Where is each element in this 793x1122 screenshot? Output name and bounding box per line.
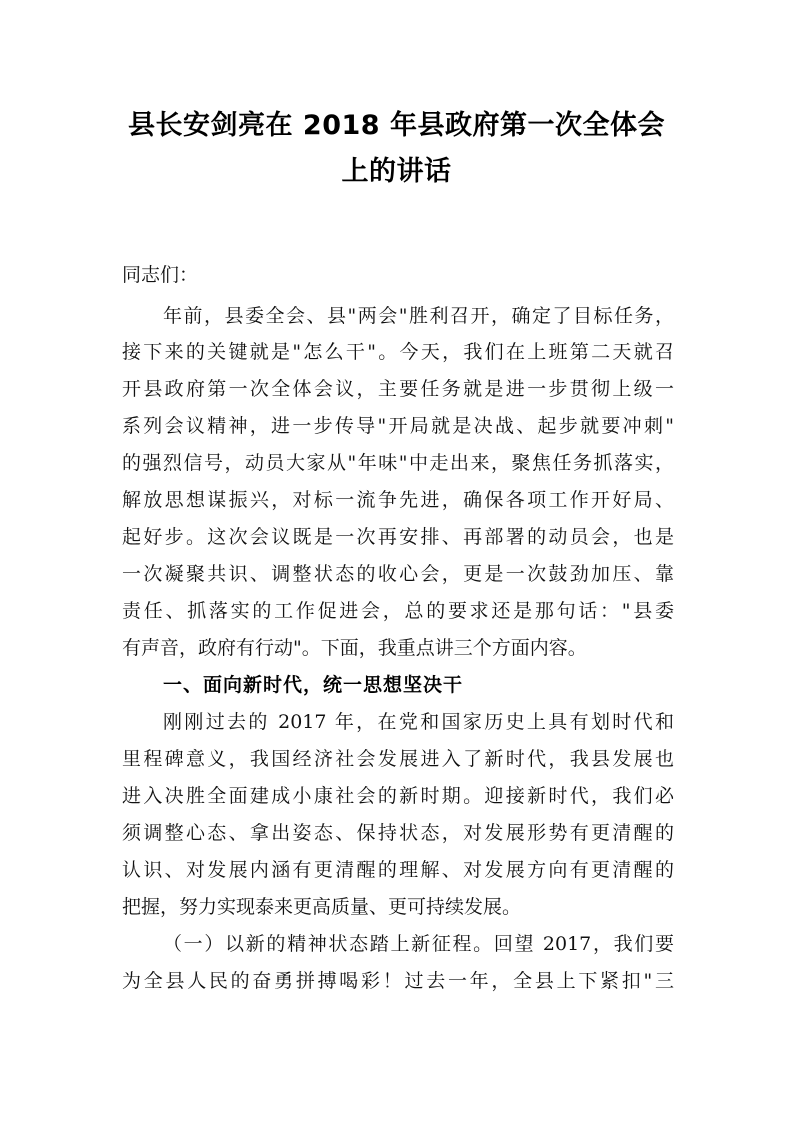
- document-title-line-2: 上的讲话: [341, 156, 452, 187]
- paragraph-1-line: 有声音，政府有行动"。下面，我重点讲三个方面内容。: [122, 637, 587, 659]
- paragraph-2-line: 把握，努力实现泰来更高质量、更可持续发展。: [122, 896, 522, 918]
- paragraph-2-line: 认识、对发展内涵有更清醒的理解、对发展方向有更清醒的: [122, 859, 674, 881]
- paragraph-1-line: 开县政府第一次全体会议，主要任务就是进一步贯彻上级一: [122, 378, 674, 400]
- salutation: 同志们：: [122, 264, 199, 286]
- paragraph-3-line: （一）以新的精神状态踏上新征程。回望 2017，我们要: [163, 933, 674, 955]
- section-heading: 一、面向新时代，统一思想坚决干: [163, 674, 464, 696]
- paragraph-1-line: 起好步。这次会议既是一次再安排、再部署的动员会，也是: [122, 526, 674, 548]
- paragraph-1-line: 年前，县委全会、县"两会"胜利召开，确定了目标任务，: [163, 305, 674, 327]
- paragraph-1-line: 的强烈信号，动员大家从"年味"中走出来，聚焦任务抓落实，: [122, 452, 674, 474]
- paragraph-2-line: 里程碑意义，我国经济社会发展进入了新时代，我县发展也: [122, 748, 674, 770]
- paragraph-1-line: 一次凝聚共识、调整状态的收心会，更是一次鼓劲加压、靠: [122, 563, 674, 585]
- paragraph-2-line: 刚刚过去的 2017 年，在党和国家历史上具有划时代和: [163, 711, 674, 733]
- paragraph-1-line: 解放思想谋振兴，对标一流争先进，确保各项工作开好局、: [122, 489, 674, 511]
- paragraph-1-line: 责任、抓落实的工作促进会，总的要求还是那句话："县委: [122, 600, 674, 622]
- paragraph-2-line: 进入决胜全面建成小康社会的新时期。迎接新时代，我们必: [122, 785, 674, 807]
- paragraph-2-line: 须调整心态、拿出姿态、保持状态，对发展形势有更清醒的: [122, 822, 674, 844]
- document-title-line-1: 县长安剑亮在 2018 年县政府第一次全体会: [128, 110, 665, 141]
- paragraph-1-line: 系列会议精神，进一步传导"开局就是决战、起步就要冲刺": [122, 415, 674, 437]
- paragraph-1-line: 接下来的关键就是"怎么干"。今天，我们在上班第二天就召: [122, 341, 674, 363]
- paragraph-3-line: 为全县人民的奋勇拼搏喝彩！过去一年，全县上下紧扣"三: [122, 970, 674, 992]
